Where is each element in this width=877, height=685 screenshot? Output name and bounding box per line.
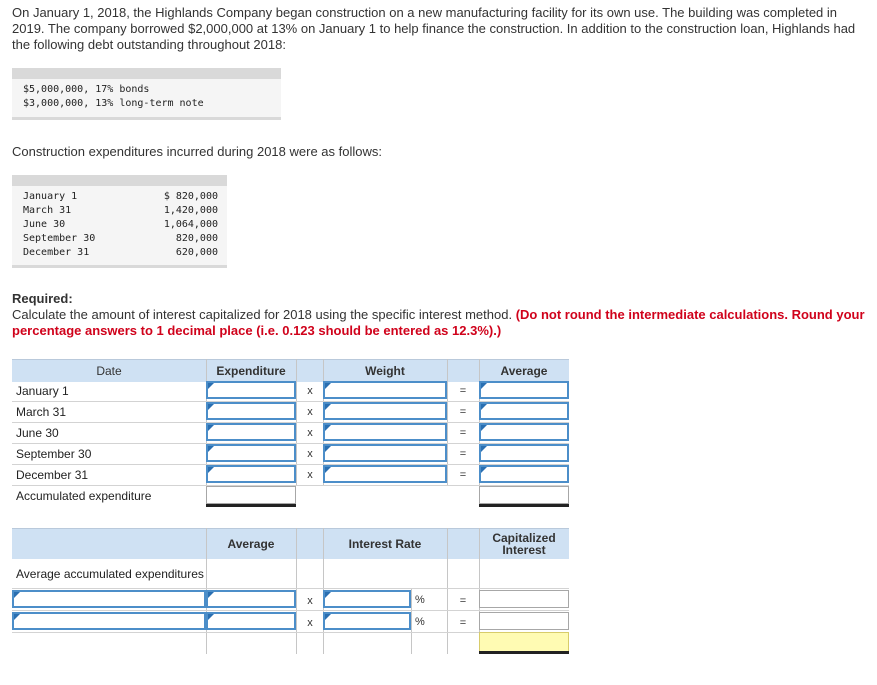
required-body: Calculate the amount of interest capitalized for 2018 using the specific interest method. (Do not round the intermediate calculations. Round your percentage answers to 1 decimal place (i.e. 0.123 should be entered as 12.3%).) [12,307,865,338]
expenditures-intro: Construction expenditures incurred during 2018 were as follows: [12,144,382,159]
rounding-instruction: (Do not round the intermediate calculations. Round your percentage answers to 1 decimal place (i.e. 0.123 should be entered as 12.3%).) [12,307,865,338]
accumulated-average-total[interactable] [479,486,569,504]
accumulated-expenditure-label: Accumulated expenditure [16,489,152,503]
header-average: Average [227,537,275,551]
expenditures-table [12,175,227,268]
equals-sign: = [459,595,467,607]
debt-line: $3,000,000, 13% long-term note [23,98,204,109]
debt-line: $5,000,000, 17% bonds [23,84,150,95]
equals-sign: = [459,469,467,481]
accumulated-expenditure-total[interactable] [206,486,296,504]
capitalized-interest-input[interactable] [479,612,569,630]
expenditure-row: March 31 1,420,000 [23,205,218,216]
header-capitalized-interest: Capitalized Interest [492,531,556,557]
equals-sign: = [459,406,467,418]
weight-input[interactable] [323,465,447,483]
total-capitalized-interest[interactable] [479,632,569,652]
expenditure-row: September 30 820,000 [23,233,218,244]
header-date: Date [96,364,122,378]
required-heading: Required: [12,291,73,306]
problem-intro: On January 1, 2018, the Highlands Company began construction on a new manufacturing facility for its own use. The building was completed in 2019. The company borrowed $2,000,000 at 13% on January 1 to help finance the construction. In addition to the construction loan, Highlands had the following debt outstanding throughout 2018: [12,5,856,52]
capitalized-interest-table [12,528,569,654]
header-weight: Weight [365,364,405,378]
average-input[interactable] [206,612,296,630]
expenditure-input[interactable] [206,423,296,441]
average-input[interactable] [479,423,569,441]
multiply-sign: x [307,427,313,439]
expenditure-input[interactable] [206,381,296,399]
equals-sign: = [459,427,467,439]
expenditure-input[interactable] [206,444,296,462]
average-accumulated-label: Average accumulated expenditures [16,567,204,581]
expenditure-row: June 30 1,064,000 [23,219,218,230]
table-header [12,528,569,559]
weight-input[interactable] [323,444,447,462]
weight-input[interactable] [323,381,447,399]
label-input[interactable] [12,590,206,608]
weight-input[interactable] [323,423,447,441]
weight-input[interactable] [323,402,447,420]
percent-sign: % [415,616,425,628]
multiply-sign: x [307,595,313,607]
multiply-sign: x [307,469,313,481]
percent-sign: % [415,594,425,606]
table-header [12,359,569,382]
row-label-june-30: June 30 [16,426,59,440]
expenditure-row: December 31 620,000 [23,247,218,258]
average-input[interactable] [479,402,569,420]
equals-sign: = [459,448,467,460]
average-input[interactable] [479,444,569,462]
capitalized-interest-input[interactable] [479,590,569,608]
multiply-sign: x [307,448,313,460]
header-average: Average [500,364,548,378]
equals-sign: = [459,617,467,629]
row-label-march-31: March 31 [16,405,67,419]
row-label-september-30: September 30 [16,447,92,461]
average-input[interactable] [479,465,569,483]
expenditure-input[interactable] [206,465,296,483]
average-input[interactable] [206,590,296,608]
multiply-sign: x [307,617,313,629]
expenditure-row: January 1 $ 820,000 [23,191,218,202]
label-input[interactable] [12,612,206,630]
interest-rate-input[interactable] [323,612,411,630]
average-input[interactable] [479,381,569,399]
row-label-january-1: January 1 [16,384,69,398]
header-interest-rate: Interest Rate [348,537,422,551]
multiply-sign: x [307,406,313,418]
header-expenditure: Expenditure [216,364,286,378]
multiply-sign: x [307,385,313,397]
row-label-december-31: December 31 [16,468,89,482]
interest-rate-input[interactable] [323,590,411,608]
weighted-average-table [12,359,569,507]
debt-table [12,68,281,120]
equals-sign: = [459,385,467,397]
expenditure-input[interactable] [206,402,296,420]
